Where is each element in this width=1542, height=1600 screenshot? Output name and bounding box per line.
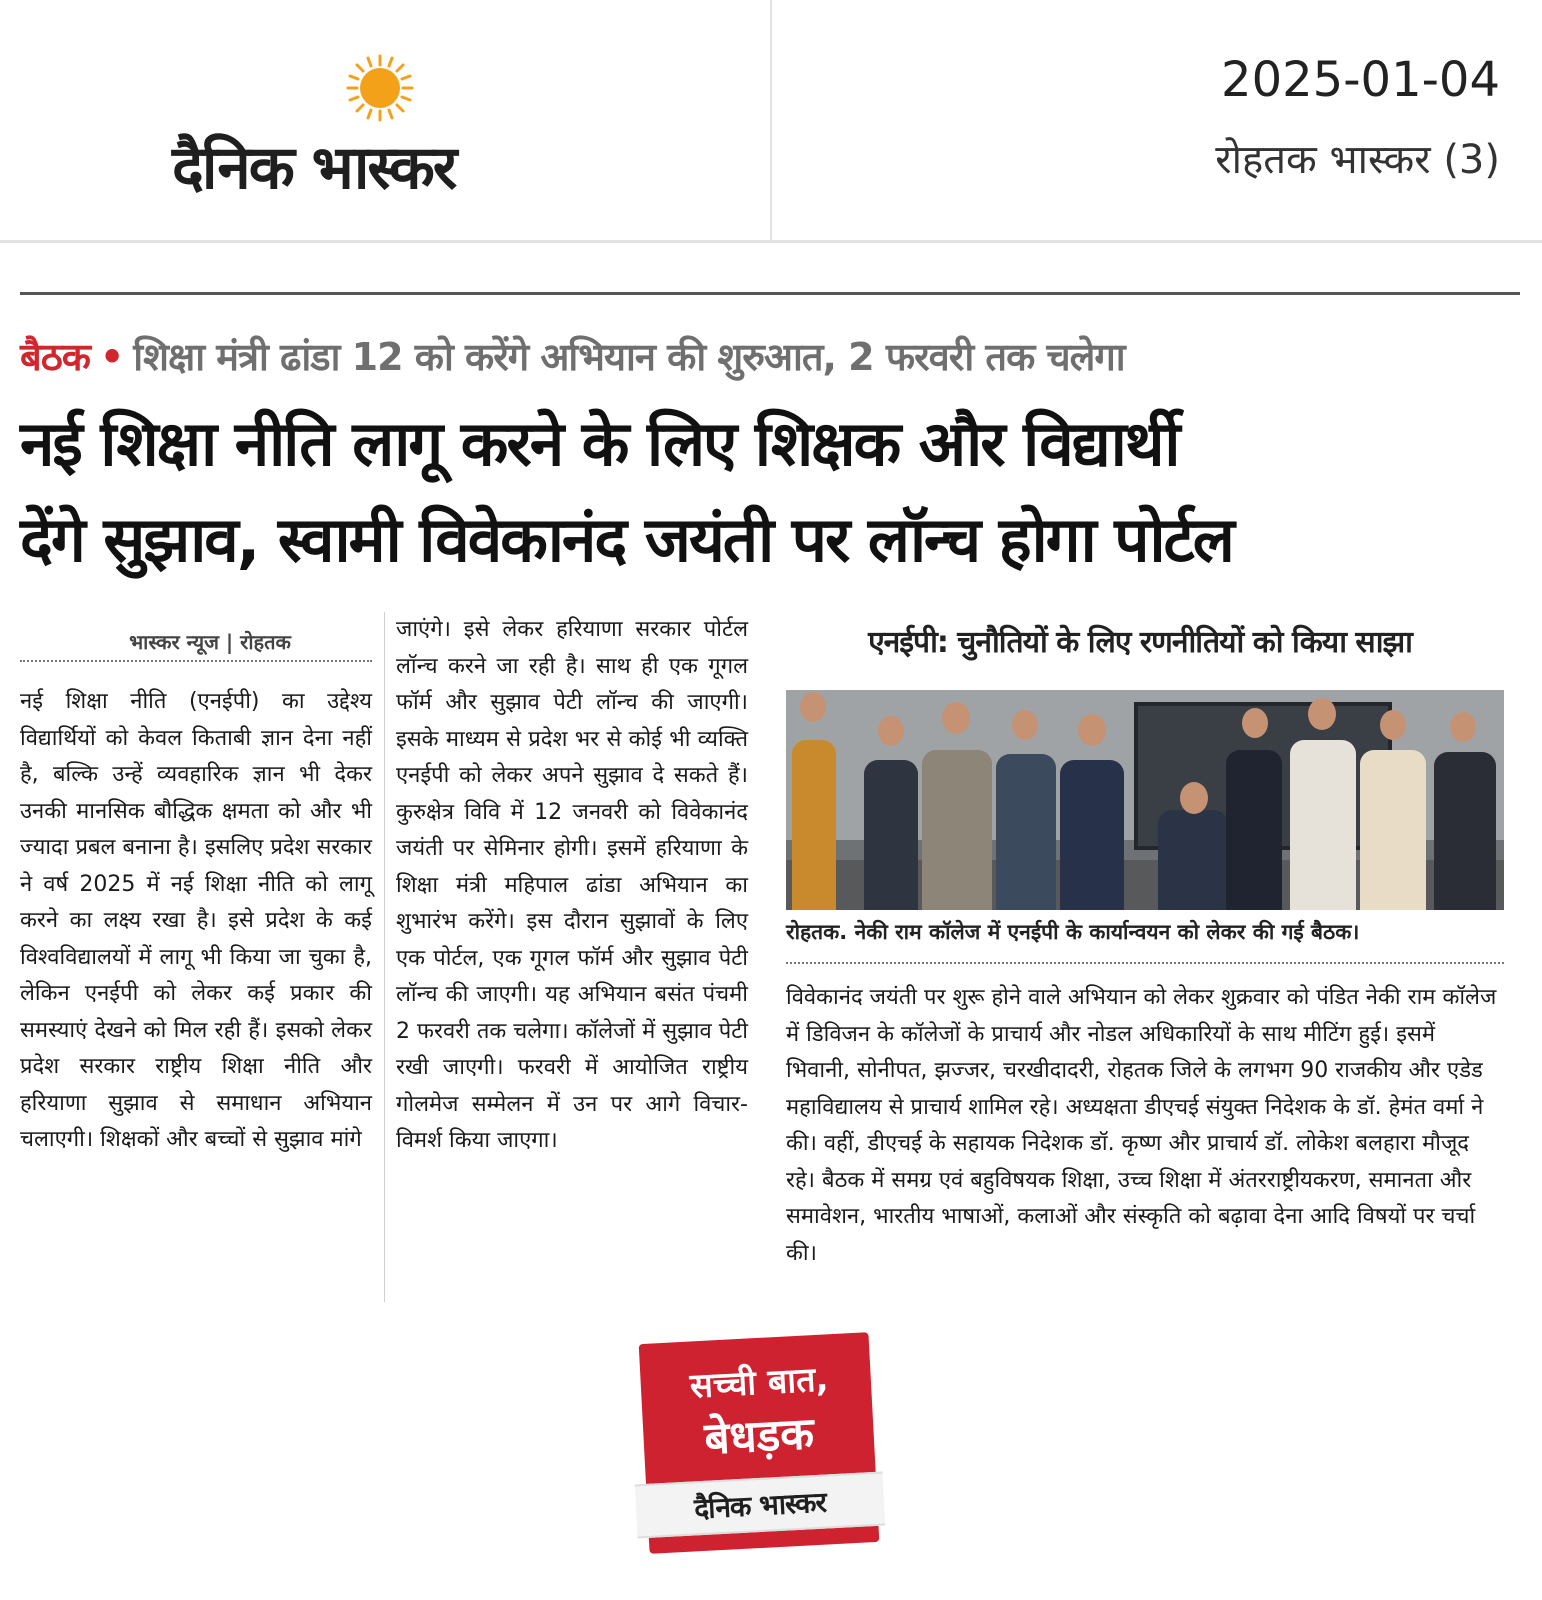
sun-logo-icon: [344, 52, 416, 124]
photo-person-head: [1180, 782, 1208, 814]
logo-text: दैनिक भास्कर: [172, 133, 456, 203]
photo-person: [1060, 760, 1124, 910]
article-column-1: नई शिक्षा नीति (एनईपी) का उद्देश्य विद्यार्थियों को केवल किताबी ज्ञान देना नहीं है, बल्कि उन्हें व्यवहारिक ज्ञान भी देकर उनकी मानसिक बौद्धिक क्षमता को और भी ज्यादा प्रबल बनाना है। इसलिए प्रदेश सरकार ने वर्ष 2025 में नई शिक्षा नीति को लागू करने का लक्ष्य रखा है। इसे प्रदेश के कई विश्वविद्यालयों में लागू भी किया जा चुका है, लेकिन एनईपी को लेकर कई प्रकार की समस्याएं देखने को मिल रही हैं। इसको लेकर प्रदेश सरकार राष्ट्रीय शिक्षा नीति और हरियाणा सुझाव से समाधान अभियान चलाएगी। शिक्षकों और बच्चों से सुझाव मांगे: [20, 689, 372, 1152]
headline-line-1: नई शिक्षा नीति लागू करने के लिए शिक्षक और विद्यार्थी: [20, 407, 1179, 480]
photo-person: [1226, 750, 1282, 910]
kicker-label: बैठक: [20, 335, 90, 379]
photo-person: [996, 754, 1056, 910]
byline: भास्कर न्यूज | रोहतक: [129, 630, 291, 654]
issue-date: 2025-01-04: [1221, 52, 1500, 108]
kicker-text: शिक्षा मंत्री ढांडा 12 को करेंगे अभियान की शुरुआत, 2 फरवरी तक चलेगा: [133, 335, 1125, 379]
photo-person: [922, 750, 992, 910]
article-headline: [20, 396, 1520, 588]
badge-line-1: सच्ची बात,: [688, 1359, 830, 1407]
photo-person-head: [800, 692, 826, 722]
photo-person: [1434, 752, 1496, 910]
photo-person-head: [1450, 712, 1476, 742]
photo-person-head: [1308, 698, 1336, 730]
badge-line-2: बेधड़क: [703, 1408, 816, 1465]
photo-person: [1290, 740, 1356, 910]
column-divider: [384, 612, 385, 1302]
photo-person: [1360, 750, 1426, 910]
photo-caption: रोहतक. नेकी राम कॉलेज में एनईपी के कार्यान्वयन को लेकर की गई बैठक।: [786, 920, 1360, 944]
tagline-badge: [644, 1338, 874, 1548]
meeting-photo: [786, 690, 1504, 910]
article-column-3: विवेकानंद जयंती पर शुरू होने वाले अभियान को लेकर शुक्रवार को पंडित नेकी राम कॉलेज में डिविजन के कॉलेजों के प्राचार्य और नोडल अधिकारियों के साथ मीटिंग हुई। इसमें भिवानी, सोनीपत, झज्जर, चरखीदादरी, रोहतक जिले के लगभग 90 राजकीय और एडेड महाविद्यालय से प्राचार्य शामिल रहे। अध्यक्षता डीएचई संयुक्त निदेशक के डॉ. हेमंत वर्मा ने की। वहीं, डीएचई के सहायक निदेशक डॉ. कृष्ण और प्राचार्य डॉ. लोकेश बलहारा मौजूद रहे। बैठक में समग्र एवं बहुविषयक शिक्षा, उच्च शिक्षा में अंतरराष्ट्रीयकरण, समानता और समावेशन, भारतीय भाषाओं, कलाओं और संस्कृति को बढ़ावा देना आदि विषयों पर चर्चा की।: [786, 985, 1497, 1266]
header-bottom-border: [0, 240, 1542, 243]
caption-rule: [786, 962, 1504, 964]
kicker-dot: •: [99, 335, 124, 379]
article-column-2: जाएंगे। इसे लेकर हरियाणा सरकार पोर्टल लॉन्च करने जा रही है। साथ ही एक गूगल फॉर्म और सुझाव पेटी लॉन्च की जाएगी। इसके माध्यम से प्रदेश भर से कोई भी व्यक्ति एनईपी को लेकर अपने सुझाव दे सकते हैं। कुरुक्षेत्र विवि में 12 जनवरी को विवेकानंद जयंती पर सेमिनार होगी। इसमें हरियाणा के शिक्षा मंत्री महिपाल ढांडा अभियान का शुभारंभ करेंगे। इस दौरान सुझावों के लिए एक पोर्टल, एक गूगल फॉर्म और सुझाव पेटी लॉन्च की जाएगी। यह अभियान बसंत पंचमी 2 फरवरी तक चलेगा। कॉलेजों में सुझाव पेटी रखी जाएगी। फरवरी में आयोजित राष्ट्रीय गोलमेज सम्मेलन में उन पर आगे विचार-विमर्श किया जाएगा।: [396, 617, 748, 1153]
photo-person: [1158, 810, 1228, 910]
article-top-rule: [20, 292, 1520, 295]
page-header: [0, 0, 1542, 240]
photo-person-head: [1380, 710, 1406, 740]
badge-logo-text: दैनिक भास्कर: [693, 1485, 827, 1526]
photo-person-head: [878, 716, 904, 746]
byline-rule: [20, 660, 372, 662]
photo-person-head: [1012, 710, 1038, 740]
sub-headline: एनईपी: चुनौतियों के लिए रणनीतियों को किया साझा: [868, 625, 1412, 660]
edition-label: रोहतक भास्कर (3): [1215, 137, 1500, 183]
header-divider: [770, 0, 772, 240]
photo-person-head: [942, 702, 970, 734]
photo-person: [864, 760, 918, 910]
article-kicker: [20, 330, 1520, 382]
headline-line-2: देंगे सुझाव, स्वामी विवेकानंद जयंती पर लॉन्च होगा पोर्टल: [20, 503, 1233, 576]
photo-person-head: [1078, 714, 1106, 746]
photo-person-head: [1242, 708, 1268, 738]
photo-person: [792, 740, 836, 910]
brand-logo: [172, 52, 592, 202]
